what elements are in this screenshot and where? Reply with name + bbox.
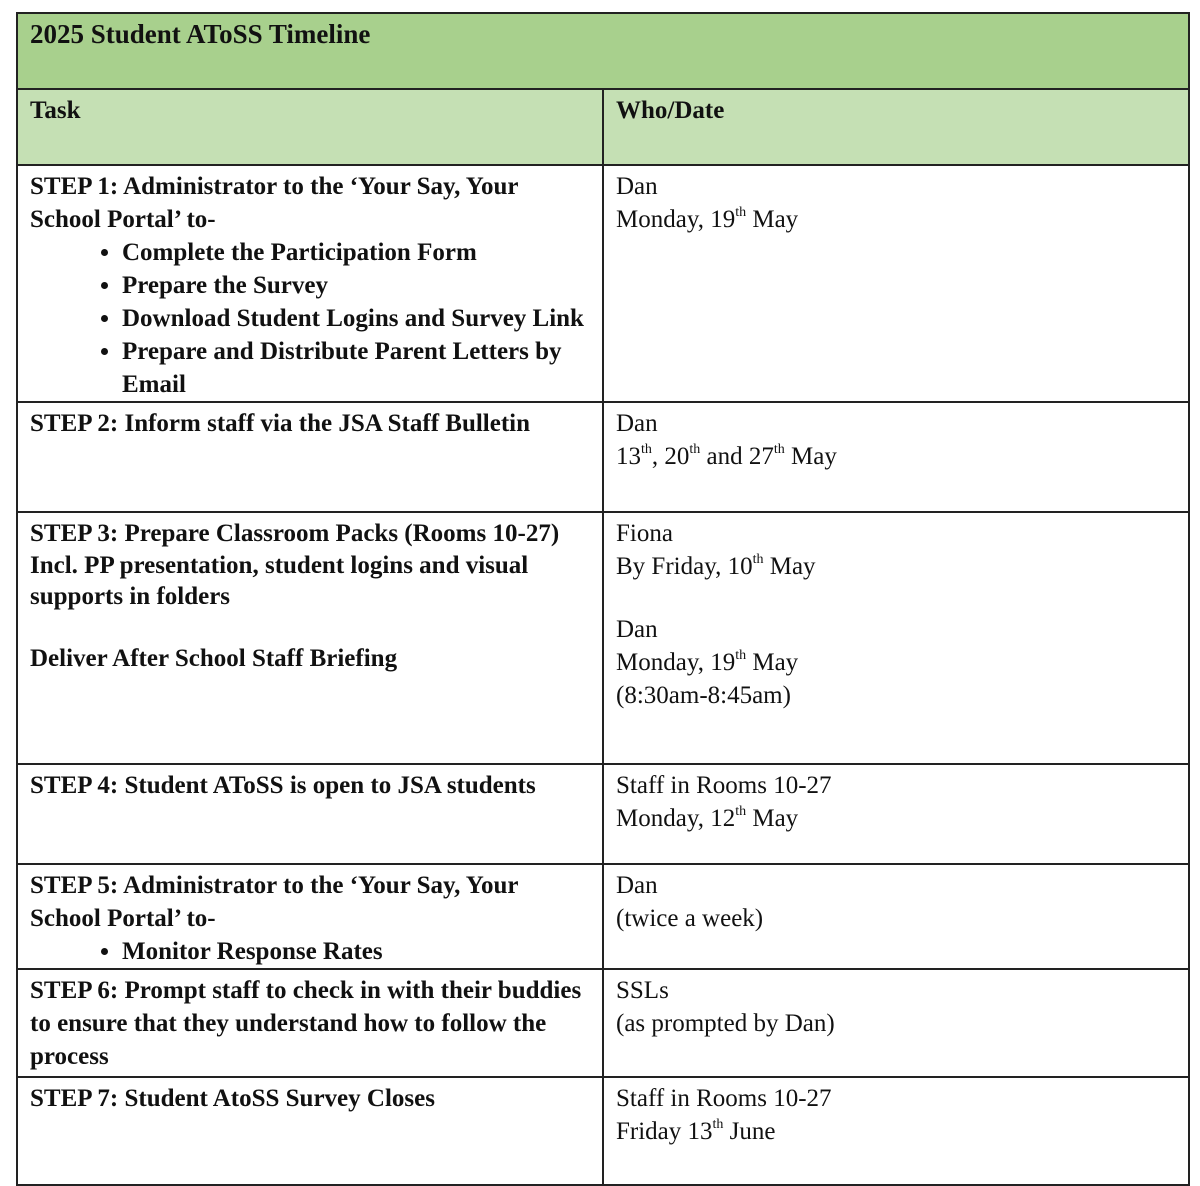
table-title: 2025 Student AToSS Timeline — [17, 13, 1189, 89]
step-3-task: STEP 3: Prepare Classroom Packs (Rooms 10-27) — [30, 520, 560, 547]
step-1-bullets — [30, 236, 590, 401]
table-row — [17, 402, 1189, 512]
header-task: Task — [17, 89, 603, 165]
step-6-who: SSLs — [616, 977, 669, 1004]
step-4-date: Monday, 12th May — [616, 804, 799, 832]
table-row — [17, 969, 1189, 1077]
step-3-briefing: Deliver After School Staff Briefing — [30, 645, 398, 672]
step-5-who: Dan — [616, 872, 658, 899]
step-2-date: 13th, 20th and 27th May — [616, 442, 837, 470]
step-3-who-2: Dan — [616, 616, 658, 643]
step-5-bullets — [30, 935, 590, 968]
step-7-date: Friday 13th June — [616, 1117, 776, 1145]
table-row — [17, 764, 1189, 864]
step-1-who: Dan — [616, 173, 658, 200]
header-who-date: Who/Date — [603, 89, 1189, 165]
step-1-task: STEP 1: Administrator to the ‘Your Say, Your School Portal’ to- — [30, 173, 519, 233]
step-3-date: By Friday, 10th May — [616, 552, 816, 580]
list-item: • Prepare and Distribute Parent Letters by Email — [122, 335, 590, 401]
table-row — [17, 1077, 1189, 1185]
step-5-note: (twice a week) — [616, 905, 764, 932]
step-2-who: Dan — [616, 410, 658, 437]
step-6-task: STEP 6: Prompt staff to check in with their buddies to ensure that they understand how to follow the process — [30, 977, 582, 1070]
table-row — [17, 864, 1189, 969]
step-3-detail: Incl. PP presentation, student logins and visual supports in folders — [30, 552, 529, 610]
list-item: • Prepare the Survey — [122, 269, 590, 302]
list-item: • Complete the Participation Form — [122, 236, 590, 269]
table-row — [17, 512, 1189, 764]
step-7-who: Staff in Rooms 10-27 — [616, 1085, 832, 1112]
step-3-who: Fiona — [616, 520, 673, 547]
list-item: • Download Student Logins and Survey Link — [122, 302, 590, 335]
step-6-note: (as prompted by Dan) — [616, 1010, 835, 1037]
step-7-task: STEP 7: Student AtoSS Survey Closes — [30, 1085, 435, 1112]
step-3-time: (8:30am-8:45am) — [616, 682, 791, 709]
list-item: • Monitor Response Rates — [122, 935, 590, 968]
step-4-who: Staff in Rooms 10-27 — [616, 772, 832, 799]
step-5-task: STEP 5: Administrator to the ‘Your Say, Your School Portal’ to- — [30, 872, 519, 932]
step-2-task: STEP 2: Inform staff via the JSA Staff Bulletin — [30, 410, 531, 437]
table-row — [17, 165, 1189, 402]
step-3-date-2: Monday, 19th May — [616, 648, 799, 676]
step-4-task: STEP 4: Student AToSS is open to JSA students — [30, 772, 536, 799]
step-1-date: Monday, 19th May — [616, 205, 799, 233]
timeline-table — [16, 12, 1190, 1186]
